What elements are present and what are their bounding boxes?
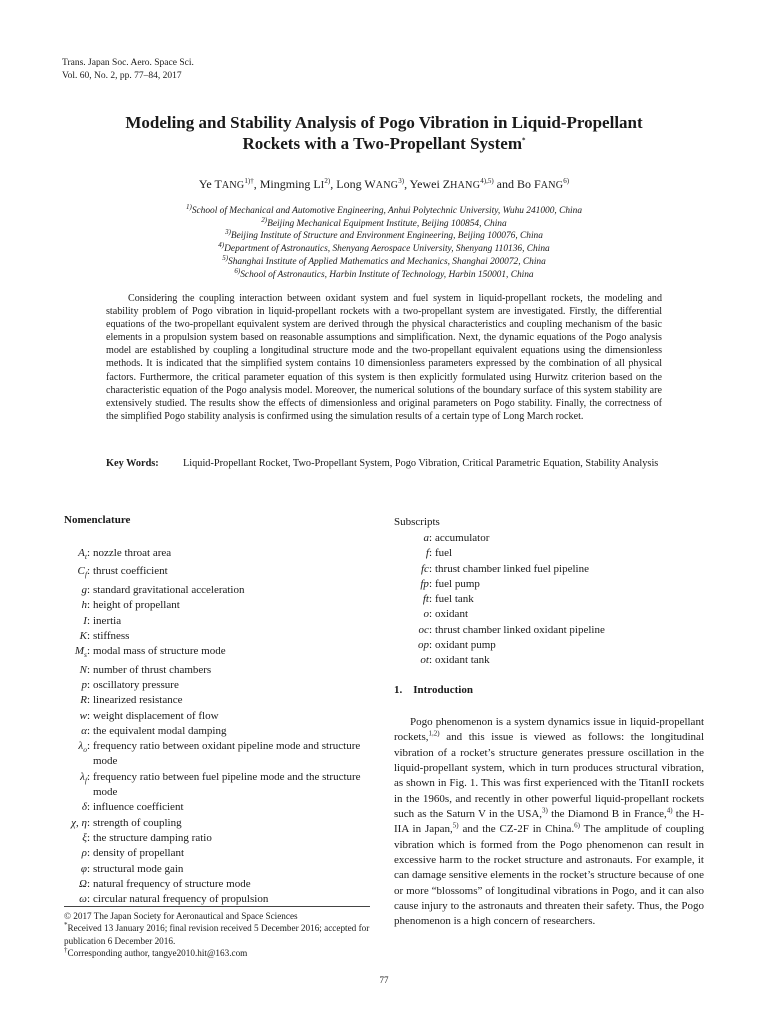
author-list	[60, 176, 708, 194]
subscript-definition: thrust chamber linked oxidant pipeline	[435, 623, 605, 636]
affiliation-text: School of Astronautics, Harbin Institute of Technology, Harbin 150001, China	[240, 269, 534, 280]
symbol-colon: :	[428, 532, 432, 544]
nomenclature-symbol	[50, 816, 93, 831]
subscript-item	[394, 638, 714, 653]
author-separator: ,	[404, 177, 410, 191]
title-line-2	[60, 133, 708, 154]
nomenclature-symbol	[50, 598, 93, 613]
symbol-secondary: η	[81, 816, 87, 829]
nomenclature-item	[50, 739, 372, 770]
nomenclature-symbol	[50, 862, 93, 877]
symbol-main: ξ	[82, 831, 87, 844]
subscript-item	[394, 531, 714, 546]
symbol-colon: :	[86, 847, 90, 860]
symbol-colon: :	[86, 645, 90, 658]
symbol-colon: :	[86, 862, 90, 875]
symbol-main: h	[81, 599, 87, 612]
abstract-text: Considering the coupling interaction between oxidant system and fuel system in liquid-propellant rockets, the modeling and stability problem of Pogo vibration in liquid-propellant rockets with a two-propellant system are investigated. Firstly, the differential equations of the two-propellant equivalent system are derived through the physical characteristics and coupling mechanism of the basic elements in a propulsion system based on reasonable assumptions and simplification. Next, the dynamic equations of the Pogo analysis model are established by coupling a longitudinal structure mode and the two-propellant equivalent equations using the dimensionless methods. It is indicated that the simplified system contains 10 dimensionless parameters expressed by the combination of all physical factors. Furthermore, the critical parameter equation of this system is then explicitly formulated using Hurwitz criterion based on the characteristic equation of the Pogo analysis model. Moreover, the numerical solutions of the boundary surface of this system stability are extensively studied. The results show the effects of dimensionless and original parameters on Pogo stability. Finally, the correctness of the simplified Pogo stability analysis is confirmed using the simulation results of a certain type of Long March rocket.	[106, 293, 662, 422]
symbol-colon: :	[428, 547, 432, 560]
nomenclature-symbol	[50, 739, 93, 770]
affiliation-text: Department of Astronautics, Shenyang Aerospace University, Shenyang 110136, China	[224, 244, 550, 255]
symbol-colon: :	[86, 599, 90, 612]
affiliation-number: 4)	[218, 240, 225, 249]
nomenclature-symbol	[50, 629, 93, 644]
subscript-symbol	[394, 607, 435, 622]
corresponding-text: Corresponding author, tangye2010.hit@163.com	[67, 948, 248, 959]
symbol-subscript: t	[84, 552, 87, 562]
symbol-main: A	[78, 547, 85, 559]
nomenclature-item	[50, 663, 372, 678]
symbol-main: g	[81, 583, 87, 596]
symbol-main: K	[79, 629, 87, 642]
symbol-main: λ	[78, 740, 84, 753]
subscript-symbol-text: o	[423, 608, 429, 621]
citation-ref: 1,2)	[428, 729, 440, 738]
author-affiliation-mark: 6)	[563, 177, 570, 185]
symbol-colon: :	[86, 614, 90, 627]
author-family-initial: T	[214, 177, 222, 191]
author-affiliation-mark: 3)	[398, 177, 405, 185]
symbol-colon: :	[86, 770, 90, 783]
citation-ref: 4)	[666, 806, 673, 815]
title-line-2-text: Rockets with a Two-Propellant System	[242, 134, 523, 153]
nomenclature-item	[50, 583, 372, 598]
nomenclature-definition: the equivalent modal damping	[93, 724, 227, 737]
subscript-symbol-text: ft	[422, 593, 429, 606]
symbol-colon: :	[428, 593, 432, 606]
subscript-definition: oxidant tank	[435, 654, 490, 667]
subscript-symbol	[394, 546, 435, 561]
symbol-separator: ,	[75, 816, 82, 829]
nomenclature-item	[50, 816, 372, 831]
nomenclature-item	[50, 678, 372, 693]
subscript-symbol-text: oc	[418, 623, 429, 636]
subscript-symbol-text: f	[425, 547, 429, 560]
nomenclature-definition: circular natural frequency of propulsion	[93, 893, 269, 906]
nomenclature-definition: thrust coefficient	[93, 565, 168, 578]
symbol-colon: :	[86, 694, 90, 707]
subscript-item	[394, 546, 714, 561]
author-separator: and	[493, 177, 517, 191]
author-family-rest: ANG	[221, 180, 245, 191]
author-family-rest: I	[320, 180, 325, 191]
section-title: Introduction	[413, 684, 473, 696]
symbol-main: φ	[80, 862, 87, 875]
nomenclature-symbol	[50, 564, 93, 582]
received-text: Received 13 January 2016; final revision received 5 December 2016; accepted for publication 6 December 2016.	[64, 923, 370, 946]
subscript-symbol	[394, 623, 435, 638]
symbol-subscript: f	[84, 570, 87, 580]
subscript-symbol	[394, 638, 435, 653]
subscript-definition: accumulator	[435, 532, 490, 544]
symbol-colon: :	[86, 663, 90, 676]
nomenclature-item	[50, 644, 372, 662]
subscripts-heading: Subscripts	[394, 516, 440, 528]
symbol-subscript: o	[83, 745, 87, 755]
author-affiliation-mark: 4),5)	[480, 177, 494, 185]
symbol-colon: :	[428, 577, 432, 590]
nomenclature-symbol	[50, 846, 93, 861]
nomenclature-definition: standard gravitational acceleration	[93, 583, 245, 596]
subscript-symbol	[394, 653, 435, 668]
symbol-colon: :	[86, 565, 90, 578]
author-separator: ,	[330, 177, 337, 191]
affiliation-text: Shanghai Institute of Applied Mathematics and Mechanics, Shanghai 200072, China	[228, 256, 546, 267]
nomenclature-item	[50, 846, 372, 861]
nomenclature-item	[50, 693, 372, 708]
author-family-initial: Z	[442, 177, 451, 191]
nomenclature-symbol	[50, 546, 93, 564]
subscript-symbol	[394, 531, 435, 546]
intro-text: the H-IIA in Japan,	[394, 808, 705, 836]
subscript-definition: fuel tank	[435, 593, 474, 606]
keywords	[106, 457, 662, 471]
nomenclature-item	[50, 862, 372, 877]
nomenclature-symbol	[50, 614, 93, 629]
author-given-name: Bo	[516, 177, 534, 191]
section-number: 1.	[394, 684, 403, 696]
symbol-main: ω	[79, 893, 87, 906]
nomenclature-definition: modal mass of structure mode	[93, 645, 226, 658]
symbol-colon: :	[86, 740, 90, 753]
citation-ref: 6)	[574, 821, 580, 830]
nomenclature-item	[50, 614, 372, 629]
symbol-main: Ω	[78, 877, 87, 890]
nomenclature-symbol	[50, 663, 93, 678]
symbol-colon: :	[86, 583, 90, 596]
subscript-item	[394, 592, 714, 607]
nomenclature-symbol	[50, 800, 93, 815]
nomenclature-symbol	[50, 583, 93, 598]
introduction-body	[394, 715, 704, 930]
subscript-symbol-text: fc	[420, 562, 429, 575]
symbol-colon: :	[86, 877, 90, 890]
corresponding-author	[64, 947, 376, 959]
affiliation-list	[60, 202, 708, 281]
affiliation	[60, 253, 708, 269]
introduction-paragraph	[394, 715, 704, 930]
author-affiliation-mark: 1)†	[244, 177, 254, 185]
subscript-definition: fuel pump	[435, 577, 480, 590]
nomenclature-item	[50, 546, 372, 564]
intro-text: Pogo phenomenon is a system dynamics issue in liquid-propellant rockets,	[394, 716, 704, 744]
author-separator: ,	[253, 177, 260, 191]
subscript-symbol-text: fp	[420, 577, 429, 590]
symbol-colon: :	[86, 801, 90, 814]
subscript-definition: oxidant	[435, 608, 468, 621]
nomenclature-symbol	[50, 709, 93, 724]
author-family-initial: L	[313, 177, 321, 191]
nomenclature-definition: structural mode gain	[93, 862, 184, 875]
nomenclature-symbol	[50, 770, 93, 801]
received-mark: *	[64, 921, 68, 930]
symbol-main: ρ	[81, 847, 87, 860]
nomenclature-definition: strength of coupling	[93, 816, 182, 829]
nomenclature-symbol	[50, 724, 93, 739]
affiliation	[60, 215, 708, 231]
author-given-name: Long	[336, 177, 365, 191]
symbol-colon: :	[86, 724, 90, 737]
paper-title	[60, 112, 708, 154]
nomenclature-symbol	[50, 678, 93, 693]
nomenclature-item	[50, 770, 372, 801]
nomenclature-symbol	[50, 877, 93, 892]
subscript-definition: fuel	[435, 547, 453, 560]
symbol-main: N	[79, 663, 87, 676]
author-given-name: Yewei	[409, 177, 443, 191]
nomenclature-symbol	[50, 644, 93, 662]
symbol-main: α	[81, 724, 87, 737]
intro-text: the Diamond B in France,	[547, 808, 667, 821]
nomenclature-list	[50, 546, 372, 907]
subscript-item	[394, 562, 714, 577]
symbol-colon: :	[428, 654, 432, 667]
nomenclature-item	[50, 629, 372, 644]
symbol-colon: :	[86, 678, 90, 691]
affiliation-number: 3)	[225, 228, 231, 237]
subscript-item	[394, 607, 714, 622]
affiliation-number: 5)	[222, 253, 229, 262]
nomenclature-item	[50, 831, 372, 846]
nomenclature-definition: oscillatory pressure	[93, 678, 179, 691]
nomenclature-definition: weight displacement of flow	[93, 709, 219, 722]
affiliation	[60, 202, 708, 218]
symbol-main: δ	[81, 801, 87, 814]
nomenclature-item	[50, 724, 372, 739]
symbol-main: R	[80, 694, 87, 707]
symbol-subscript: f	[84, 775, 87, 785]
citation-ref: 5)	[452, 821, 459, 830]
intro-text: and this issue is viewed as follows: the longitudinal vibration of a rocket’s structure generates pressure oscillation in the liquid-propellant system, which in turn produces structural vibration, as shown in Fig. 1. This was first experienced with the TitanII rockets in the 1960s, and recently in other powerful liquid-propellant rockets such as the Saturn V in the USA,	[394, 731, 704, 821]
intro-text: and the CZ-2F in China.	[458, 823, 575, 836]
nomenclature-item	[50, 598, 372, 613]
nomenclature-definition: linearized resistance	[93, 694, 183, 707]
introduction-heading	[394, 684, 473, 696]
affiliation-text: Beijing Mechanical Equipment Institute, Beijing 100854, China	[267, 218, 507, 229]
title-line-1: Modeling and Stability Analysis of Pogo Vibration in Liquid-Propellant	[125, 113, 643, 132]
nomenclature-definition: number of thrust chambers	[93, 663, 212, 676]
journal-citation	[62, 57, 194, 83]
citation-ref: 3)	[542, 806, 548, 815]
subscript-symbol-text: ot	[420, 654, 429, 667]
affiliation-number: 2)	[261, 215, 268, 224]
subscript-item	[394, 577, 714, 592]
author-family-initial: F	[534, 177, 541, 191]
subscript-symbol-text: op	[417, 639, 429, 652]
symbol-colon: :	[428, 639, 432, 652]
author-family-initial: W	[364, 177, 376, 191]
journal-volume: Vol. 60, No. 2, pp. 77–84, 2017	[62, 71, 182, 81]
subscript-definition: thrust chamber linked fuel pipeline	[435, 562, 589, 575]
symbol-colon: :	[428, 562, 432, 575]
symbol-colon: :	[86, 831, 90, 844]
abstract	[106, 292, 662, 423]
symbol-colon: :	[86, 893, 90, 906]
nomenclature-definition: natural frequency of structure mode	[93, 877, 251, 890]
symbol-colon: :	[86, 547, 90, 559]
subscript-symbol	[394, 562, 435, 577]
intro-text: The amplitude of coupling vibration which is formed from the Pogo phenomenon can result in excessive harm to the rocket structure and astronauts. For example, it can damage sensitive elements in the rocket’s structure because of one or more “blossoms” of longitudinal vibrations in Pogo, and it can also cause injury to the astronauts and threaten their safety. Thus, the Pogo phenomenon is a high concern of researchers.	[394, 823, 704, 928]
author-given-name: Mingming	[259, 177, 314, 191]
subscripts-list	[394, 531, 714, 669]
affiliation	[60, 240, 708, 256]
affiliation-text: School of Mechanical and Automotive Engineering, Anhui Polytechnic University, Wuhu 241000, China	[191, 206, 583, 216]
affiliation	[60, 266, 708, 282]
title-footnote-mark: *	[522, 136, 526, 145]
nomenclature-symbol	[50, 831, 93, 846]
nomenclature-definition: density of propellant	[93, 847, 185, 860]
affiliation-number: 6)	[234, 266, 241, 275]
nomenclature-item	[50, 877, 372, 892]
subscript-symbol	[394, 592, 435, 607]
nomenclature-definition: frequency ratio between fuel pipeline mode and the structure mode	[93, 770, 361, 799]
subscript-symbol	[394, 577, 435, 592]
keywords-text: Liquid-Propellant Rocket, Two-Propellant System, Pogo Vibration, Critical Parametric Equation, Stability Analysis	[183, 458, 659, 469]
subscript-definition: oxidant pump	[435, 639, 496, 652]
nomenclature-definition: nozzle throat area	[93, 547, 172, 559]
nomenclature-item	[50, 564, 372, 582]
symbol-main: χ	[71, 816, 76, 829]
nomenclature-definition: inertia	[93, 614, 122, 627]
symbol-main: w	[79, 709, 87, 722]
nomenclature-item	[50, 709, 372, 724]
affiliation-text: Beijing Institute of Structure and Environment Engineering, Beijing 100076, China	[230, 231, 543, 242]
symbol-colon: :	[86, 816, 90, 829]
symbol-colon: :	[86, 709, 90, 722]
nomenclature-item	[50, 800, 372, 815]
nomenclature-symbol	[50, 693, 93, 708]
symbol-main: C	[77, 565, 85, 578]
corresponding-mark: †	[64, 946, 68, 955]
copyright-notice: © 2017 The Japan Society for Aeronautical and Space Sciences	[64, 911, 298, 921]
footnote-divider	[64, 906, 370, 907]
nomenclature-heading: Nomenclature	[64, 514, 131, 526]
author-affiliation-mark: 2)	[324, 177, 331, 185]
author-family-rest: ANG	[375, 180, 399, 191]
affiliation	[60, 230, 708, 243]
subscript-item	[394, 653, 714, 668]
symbol-main: M	[74, 645, 85, 658]
symbol-colon: :	[428, 608, 432, 621]
subscript-symbol-text: a	[423, 532, 429, 544]
footnotes	[64, 910, 376, 960]
nomenclature-definition: frequency ratio between oxidant pipeline mode and structure mode	[93, 740, 361, 768]
nomenclature-definition: influence coefficient	[93, 801, 184, 814]
symbol-main: p	[81, 678, 87, 691]
symbol-subscript: s	[84, 650, 87, 660]
subscript-item	[394, 623, 714, 638]
author-given-name: Ye	[198, 177, 215, 191]
symbol-main: I	[83, 614, 87, 627]
affiliation-number: 1)	[185, 202, 192, 211]
symbol-colon: :	[86, 629, 90, 642]
journal-name: Trans. Japan Soc. Aero. Space Sci.	[62, 58, 194, 68]
nomenclature-definition: the structure damping ratio	[93, 831, 212, 844]
keywords-label: Key Words:	[106, 458, 159, 469]
page-number: 77	[379, 975, 389, 985]
symbol-colon: :	[428, 623, 432, 636]
nomenclature-definition: stiffness	[93, 629, 130, 642]
author-family-rest: HANG	[450, 180, 481, 191]
author-family-rest: ANG	[540, 180, 564, 191]
symbol-main: λ	[80, 770, 85, 783]
nomenclature-definition: height of propellant	[93, 599, 180, 612]
received-dates	[64, 922, 376, 947]
